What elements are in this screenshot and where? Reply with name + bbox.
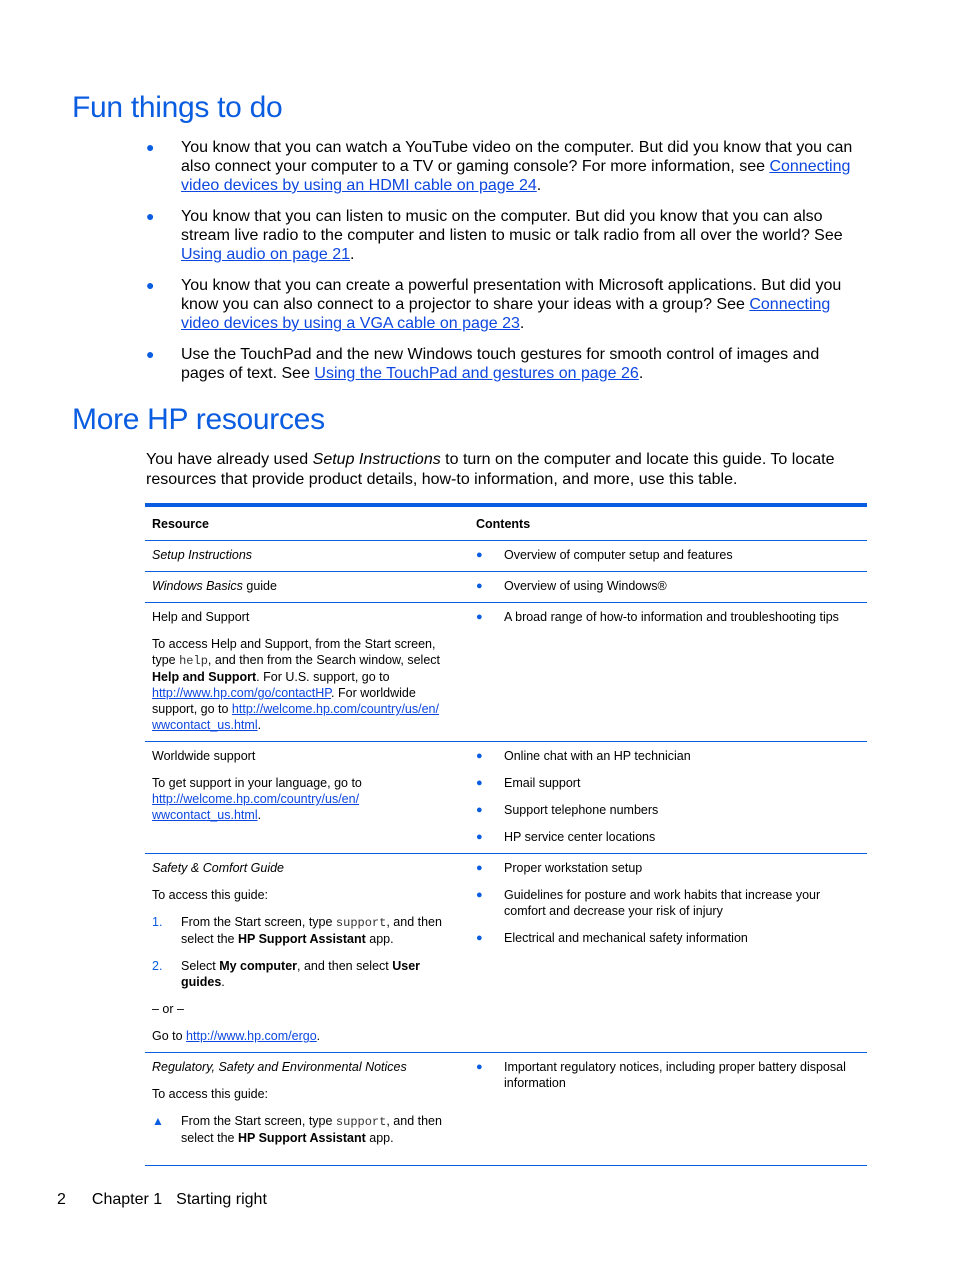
resource-cell [145,854,469,1053]
header-resource: Resource [145,505,469,541]
goto-end: . [316,1029,321,1043]
bullet-icon: ● [476,932,483,944]
help-text: . For worldwide support, go to [152,686,416,716]
link-worldwide-b[interactable]: wwcontact_us.html [152,718,258,732]
page-footer [57,1191,293,1209]
link-contacthp[interactable]: http://www.hp.com/go/contactHP [152,686,332,700]
help-text: , and then from the Search window, select [207,653,440,667]
step-bold: HP Support Assistant [237,932,366,946]
step-text: . [221,975,225,989]
contents-list [476,609,860,625]
bullet-icon: ● [476,580,483,592]
bullet-icon: ● [476,889,483,901]
contents-cell [469,541,867,572]
or-separator: – or – [152,1002,184,1016]
step-text: app. [365,932,394,946]
help-text: To access Help and Support, from the Start screen, type [152,637,436,667]
access-text: To access this guide: [152,1087,269,1101]
resource-cell [145,603,469,742]
bullet-icon: ● [476,750,483,762]
intro-paragraph [146,450,866,490]
step-bold: User guides [181,959,421,989]
intro-text: to turn on the computer and locate this guide. To locate resources that provide product details, how-to information, and more, use this table. [146,451,835,488]
worldwide-instructions [152,775,462,823]
table-row [145,572,867,603]
bullet-end: . [536,177,542,194]
list-item [476,547,860,563]
resource-cell [145,742,469,854]
step-item [152,914,462,947]
bullet-icon: ● [146,208,155,224]
contents-text: Overview of computer setup and features [504,548,733,562]
triangle-icon: ▲ [152,1114,164,1128]
list-item [476,578,860,594]
step-number: 2. [152,959,163,973]
contents-cell [469,742,867,854]
list-item [476,860,860,876]
link-touchpad[interactable]: Using the TouchPad and gestures on page 26 [314,365,639,382]
contents-list [476,547,860,563]
bullet-icon: ● [476,862,483,874]
bullet-text: Use the TouchPad and the new Windows touch gestures for smooth control of images and pages of text. See [181,346,820,382]
table-header-row [145,505,867,541]
help-text: . For U.S. support, go to [256,670,390,684]
goto-label: Go to [152,1029,187,1043]
bullet-icon: ● [476,831,483,843]
contents-cell [469,1053,867,1166]
list-item [476,887,860,919]
resource-cell [145,1053,469,1166]
steps-list [152,1113,462,1146]
fun-bullet-item [146,345,866,383]
step-text: , and then select [297,959,393,973]
contents-text: A broad range of how-to information and troubleshooting tips [504,610,839,624]
help-instructions [152,636,462,733]
bullet-icon: ● [146,277,155,293]
contents-text: Support telephone numbers [504,803,659,817]
bullet-end: . [638,365,644,382]
bullet-icon: ● [476,549,483,561]
bullet-icon: ● [476,1061,483,1073]
list-item [476,1059,860,1091]
table-row [145,742,867,854]
bullet-text: You know that you can watch a YouTube video on the computer. But did you know that you can also connect your computer to a TV or gaming console? For more information, see [181,139,853,175]
resource-name: Safety & Comfort Guide [152,861,285,875]
step-text: Select [181,959,220,973]
code-help: help [179,654,208,668]
list-item [476,748,860,764]
code-support: support [335,916,387,930]
bullet-text: You know that you can listen to music on the computer. But did you know that you can also stream live radio to the computer and listen to music or talk radio from all over the world? See [181,208,843,244]
goto-text [152,1028,462,1044]
link-ergo[interactable]: http://www.hp.com/ergo [186,1029,317,1043]
access-text: To access this guide: [152,888,269,902]
contents-text: Online chat with an HP technician [504,749,691,763]
contents-text: Important regulatory notices, including proper battery disposal information [504,1060,846,1090]
list-item [476,609,860,625]
fun-bullet-list [146,138,866,395]
page-number: 2 [57,1191,66,1208]
bullet-end: . [350,246,355,263]
link-audio[interactable]: Using audio on page 21 [181,246,351,263]
bullet-icon: ● [476,777,483,789]
list-item [476,930,860,946]
resource-name: Help and Support [152,610,250,624]
code-support: support [335,1115,387,1129]
step-text: From the Start screen, type [181,915,336,929]
resource-name: Regulatory, Safety and Environmental Notices [152,1060,407,1074]
fun-bullet-item [146,276,866,333]
bullet-icon: ● [476,611,483,623]
step-number: 1. [152,915,163,929]
link-hdmi[interactable]: Connecting video devices by using an HDMI cable on page 24 [181,158,851,194]
link-worldwide-a[interactable]: http://welcome.hp.com/country/us/en/ [152,792,360,806]
table-row [145,541,867,572]
contents-text: Proper workstation setup [504,861,643,875]
resource-cell [145,572,469,603]
step-bold: HP Support Assistant [237,1131,366,1145]
bullet-end: . [519,315,525,332]
chapter-title: Starting right [176,1191,267,1208]
contents-cell [469,854,867,1053]
intro-text: You have already used [146,451,313,468]
step-text: From the Start screen, type [181,1114,336,1128]
worldwide-text: . [257,808,262,822]
link-worldwide-a[interactable]: http://welcome.hp.com/country/us/en/ [231,702,439,716]
help-bold: Help and Support [152,670,257,684]
heading-more-resources: More HP resources [72,403,325,436]
list-item [476,802,860,818]
list-item [476,775,860,791]
contents-text: Electrical and mechanical safety information [504,931,748,945]
worldwide-text: To get support in your language, go to [152,776,362,790]
contents-list [476,860,860,946]
step-item [152,1113,462,1146]
resource-cell [145,541,469,572]
help-text: . [257,718,262,732]
contents-text: Guidelines for posture and work habits that increase your comfort and decrease your risk of injury [504,888,821,918]
resource-name: Worldwide support [152,749,256,763]
step-text: app. [365,1131,394,1145]
contents-text: HP service center locations [504,830,656,844]
chapter-label: Chapter 1 [91,1191,163,1208]
bullet-icon: ● [146,139,155,155]
table-row [145,1053,867,1166]
step-text: , and then select the [181,1114,442,1145]
contents-list [476,578,860,594]
contents-cell [469,603,867,742]
contents-text: Email support [504,776,581,790]
resources-table [145,503,867,1166]
contents-list [476,748,860,845]
steps-list [152,914,462,990]
list-item [476,829,860,845]
header-contents: Contents [469,505,867,541]
bullet-icon: ● [146,346,155,362]
step-item [152,958,462,990]
contents-list [476,1059,860,1091]
intro-emphasis: Setup Instructions [312,451,441,468]
bullet-text: You know that you can create a powerful presentation with Microsoft applications. But did you know you can also connect to a projector to share your ideas with a group? See [181,277,842,313]
fun-bullet-item [146,138,866,195]
link-worldwide-b[interactable]: wwcontact_us.html [152,808,258,822]
table-row [145,603,867,742]
fun-bullet-item [146,207,866,264]
resource-name-rest: guide [242,579,277,593]
contents-text: Overview of using Windows® [504,579,667,593]
link-vga[interactable]: Connecting video devices by using a VGA cable on page 23 [181,296,831,332]
contents-cell [469,572,867,603]
step-text: , and then select the [181,915,442,946]
resource-name: Setup Instructions [152,548,253,562]
bullet-icon: ● [476,804,483,816]
table-row [145,854,867,1053]
heading-fun-things: Fun things to do [72,91,283,124]
resource-name: Windows Basics [152,579,243,593]
step-bold: My computer [219,959,298,973]
